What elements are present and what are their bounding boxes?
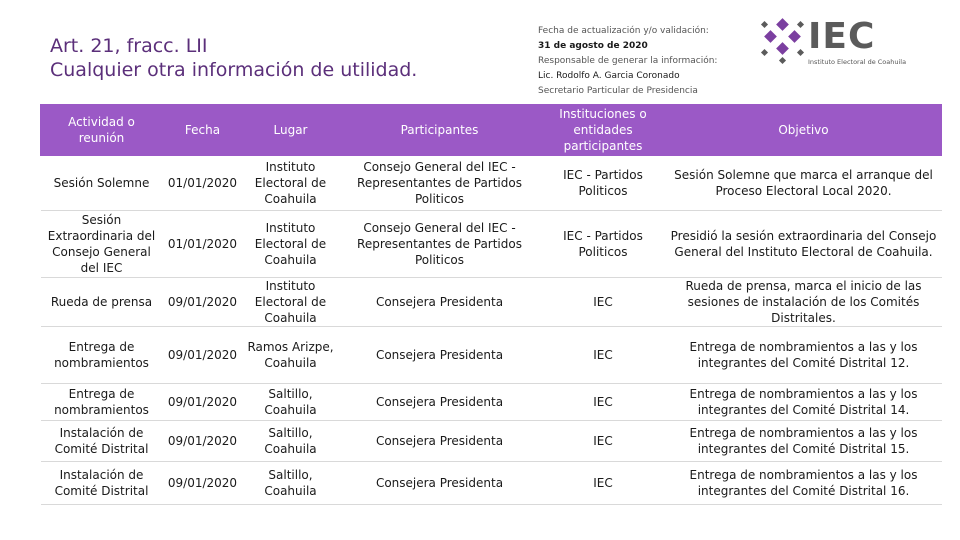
- col-header-actividad: Actividad o reunión: [41, 105, 163, 156]
- cell-lugar: Instituto Electoral de Coahuila: [243, 211, 339, 278]
- cell-actividad: Sesión Solemne: [41, 156, 163, 211]
- cell-participantes: Consejo General del IEC - Representantes de Partidos Politicos: [339, 156, 541, 211]
- cell-lugar: Saltillo, Coahuila: [243, 421, 339, 462]
- responsible-name: Lic. Rodolfo A. Garcia Coronado: [538, 71, 680, 81]
- table-row: [41, 156, 942, 211]
- iec-logo: [760, 14, 920, 70]
- cell-participantes: Consejera Presidenta: [339, 384, 541, 421]
- title-line-2: Cualquier otra información de utilidad.: [50, 59, 418, 81]
- cell-fecha: 09/01/2020: [163, 462, 243, 505]
- responsible-label: Responsable de generar la información:: [538, 56, 718, 66]
- table-header-row: [41, 105, 942, 156]
- table-row: [41, 421, 942, 462]
- update-date: 31 de agosto de 2020: [538, 41, 648, 51]
- cell-fecha: 01/01/2020: [163, 156, 243, 211]
- cell-fecha: 09/01/2020: [163, 421, 243, 462]
- activities-table: [40, 104, 942, 505]
- col-header-participantes: Participantes: [339, 105, 541, 156]
- cell-instituciones: IEC - Partidos Politicos: [541, 156, 666, 211]
- col-header-instituciones: Instituciones o entidades participantes: [541, 105, 666, 156]
- cell-objetivo: Sesión Solemne que marca el arranque del Proceso Electoral Local 2020.: [666, 156, 942, 211]
- cell-instituciones: IEC: [541, 278, 666, 327]
- cell-fecha: 09/01/2020: [163, 278, 243, 327]
- cell-objetivo: Rueda de prensa, marca el inicio de las sesiones de instalación de los Comités Distritales.: [666, 278, 942, 327]
- cell-actividad: Sesión Extraordinaria del Consejo General del IEC: [41, 211, 163, 278]
- cell-lugar: Instituto Electoral de Coahuila: [243, 156, 339, 211]
- table-row: [41, 327, 942, 384]
- cell-objetivo: Entrega de nombramientos a las y los integrantes del Comité Distrital 15.: [666, 421, 942, 462]
- cell-actividad: Instalación de Comité Distrital: [41, 462, 163, 505]
- cell-participantes: Consejera Presidenta: [339, 327, 541, 384]
- cell-instituciones: IEC: [541, 462, 666, 505]
- cell-participantes: Consejera Presidenta: [339, 421, 541, 462]
- update-label: Fecha de actualización y/o validación:: [538, 26, 709, 36]
- cell-objetivo: Entrega de nombramientos a las y los integrantes del Comité Distrital 16.: [666, 462, 942, 505]
- cell-objetivo: Presidió la sesión extraordinaria del Consejo General del Instituto Electoral de Coahuila.: [666, 211, 942, 278]
- col-header-objetivo: Objetivo: [666, 105, 942, 156]
- responsible-role: Secretario Particular de Presidencia: [538, 86, 698, 96]
- cell-objetivo: Entrega de nombramientos a las y los integrantes del Comité Distrital 12.: [666, 327, 942, 384]
- cell-fecha: 09/01/2020: [163, 327, 243, 384]
- cell-actividad: Entrega de nombramientos: [41, 327, 163, 384]
- title-line-1: Art. 21, fracc. LII: [50, 35, 208, 57]
- iec-logo-mark-icon: [760, 14, 806, 70]
- page-title: [50, 34, 490, 82]
- cell-fecha: 09/01/2020: [163, 384, 243, 421]
- cell-instituciones: IEC: [541, 421, 666, 462]
- col-header-lugar: Lugar: [243, 105, 339, 156]
- cell-actividad: Instalación de Comité Distrital: [41, 421, 163, 462]
- table-row: [41, 384, 942, 421]
- cell-actividad: Entrega de nombramientos: [41, 384, 163, 421]
- cell-lugar: Saltillo, Coahuila: [243, 462, 339, 505]
- logo-text: IEC: [808, 16, 876, 57]
- cell-participantes: Consejera Presidenta: [339, 462, 541, 505]
- cell-lugar: Instituto Electoral de Coahuila: [243, 278, 339, 327]
- logo-subtitle: Instituto Electoral de Coahuila: [808, 58, 907, 66]
- cell-lugar: Saltillo, Coahuila: [243, 384, 339, 421]
- cell-objetivo: Entrega de nombramientos a las y los integrantes del Comité Distrital 14.: [666, 384, 942, 421]
- cell-fecha: 01/01/2020: [163, 211, 243, 278]
- cell-instituciones: IEC: [541, 384, 666, 421]
- table-row: [41, 211, 942, 278]
- cell-participantes: Consejera Presidenta: [339, 278, 541, 327]
- cell-lugar: Ramos Arizpe, Coahuila: [243, 327, 339, 384]
- cell-actividad: Rueda de prensa: [41, 278, 163, 327]
- table-row: [41, 278, 942, 327]
- update-info: [538, 24, 738, 99]
- table-row: [41, 462, 942, 505]
- cell-instituciones: IEC: [541, 327, 666, 384]
- col-header-fecha: Fecha: [163, 105, 243, 156]
- cell-participantes: Consejo General del IEC - Representantes de Partidos Politicos: [339, 211, 541, 278]
- cell-instituciones: IEC - Partidos Politicos: [541, 211, 666, 278]
